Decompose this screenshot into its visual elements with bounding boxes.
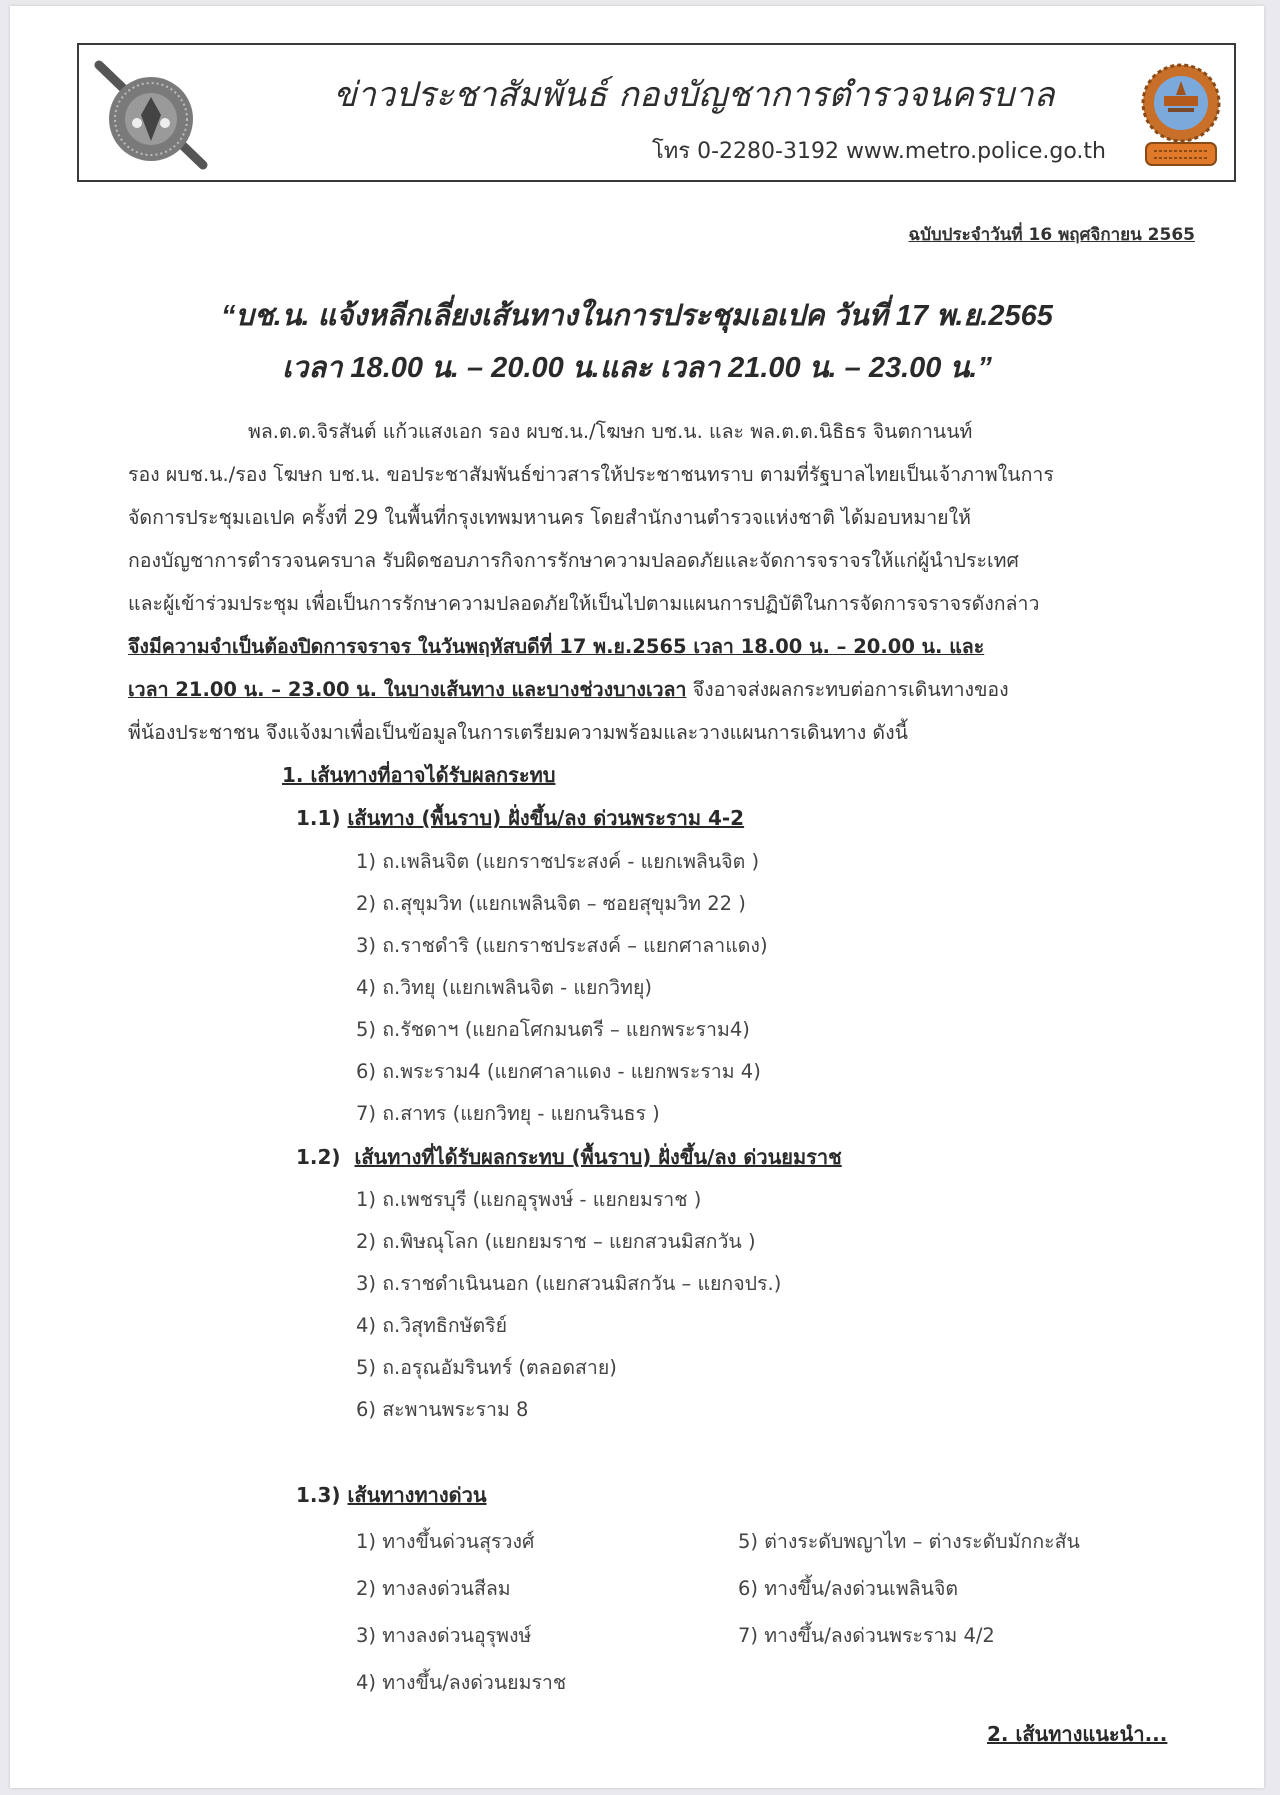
route-item: 4) ถ.วิทยุ (แยกเพลินจิต - แยกวิทยุ) [356,976,653,999]
expressway-item: 2) ทางลงด่วนสีลม [356,1577,511,1600]
section-1-2-title: 1.2) เส้นทางที่ได้รับผลกระทบ (พื้นราบ) ฝั่งขึ้น/ลง ด่วนยมราช [296,1145,842,1169]
section-1-title: 1. เส้นทางที่อาจได้รับผลกระทบ [282,763,556,787]
section-1-3-title: 1.3) เส้นทางทางด่วน [296,1483,487,1507]
route-item: 2) ถ.สุขุมวิท (แยกเพลินจิต – ซอยสุขุมวิท 22 ) [356,892,746,915]
route-item: 3) ถ.ราชดำริ (แยกราชประสงค์ – แยกศาลาแดง) [356,934,768,957]
expressway-item: 3) ทางลงด่วนอุรุพงษ์ [356,1624,532,1647]
letterhead-title: ข่าวประชาสัมพันธ์ กองบัญชาการตำรวจนครบาล [333,75,1055,115]
press-release-page [10,6,1264,1788]
royal-thai-police-emblem-icon [91,57,211,172]
route-item: 4) ถ.วิสุทธิกษัตริย์ [356,1314,508,1337]
body-line: พี่น้องประชาชน จึงแจ้งมาเพื่อเป็นข้อมูลในการเตรียมความพร้อมและวางแผนการเดินทาง ดังนี้ [128,721,908,744]
route-item: 1) ถ.เพลินจิต (แยกราชประสงค์ - แยกเพลินจิต ) [356,850,760,873]
route-item: 6) ถ.พระราม4 (แยกศาลาแดง - แยกพระราม 4) [356,1060,761,1083]
headline-line-2: เวลา 18.00 น. – 20.00 น.และ เวลา 21.00 น. – 23.00 น.” [282,352,992,384]
expressway-item: 6) ทางขึ้น/ลงด่วนเพลินจิต [738,1577,959,1600]
headline-line-1: “บช.น. แจ้งหลีกเลี่ยงเส้นทางในการประชุมเอเปค วันที่ 17 พ.ย.2565 [221,300,1053,332]
body-line: พล.ต.ต.จิรสันต์ แก้วแสงเอก รอง ผบช.น./โฆษก บช.น. และ พล.ต.ต.นิธิธร จินตกานนท์ [248,420,973,443]
route-item: 2) ถ.พิษณุโลก (แยกยมราช – แยกสวนมิสกวัน ) [356,1230,756,1253]
expressway-item: 7) ทางขึ้น/ลงด่วนพระราม 4/2 [738,1624,995,1647]
letterhead-contact: โทร 0-2280-3192 www.metro.police.go.th [651,139,1106,164]
route-item: 5) ถ.รัชดาฯ (แยกอโศกมนตรี – แยกพระราม4) [356,1018,750,1041]
body-line: กองบัญชาการตำรวจนครบาล รับผิดชอบภารกิจการรักษาความปลอดภัยและจัดการจราจรให้แก่ผู้นำประเทศ [128,549,1019,572]
letterhead [77,43,1236,182]
expressway-item: 1) ทางขึ้นด่วนสุรวงศ์ [356,1530,535,1553]
body-emphasis-line: จึงมีความจำเป็นต้องปิดการจราจร ในวันพฤหัสบดีที่ 17 พ.ย.2565 เวลา 18.00 น. – 20.00 น. และ [128,635,985,658]
body-line: รอง ผบช.น./รอง โฆษก บช.น. ขอประชาสัมพันธ์ข่าวสารให้ประชาชนทราบ ตามที่รัฐบาลไทยเป็นเจ้าภาพในการ [128,463,1054,486]
body-line: และผู้เข้าร่วมประชุม เพื่อเป็นการรักษาความปลอดภัยให้เป็นไปตามแผนการปฏิบัติในการจัดการจราจรดังกล่าว [128,592,1040,615]
continuation-note: 2. เส้นทางแนะนำ... [987,1722,1168,1746]
route-item: 5) ถ.อรุณอัมรินทร์ (ตลอดสาย) [356,1356,617,1379]
route-item: 6) สะพานพระราม 8 [356,1398,529,1421]
route-item: 7) ถ.สาทร (แยกวิทยุ - แยกนรินธร ) [356,1102,660,1125]
expressway-item: 5) ต่างระดับพญาไท – ต่างระดับมักกะสัน [738,1530,1080,1553]
body-line-after-emphasis: จึงอาจส่งผลกระทบต่อการเดินทางของ [686,678,1009,701]
section-1-1-title: 1.1) เส้นทาง (พื้นราบ) ฝั่งขึ้น/ลง ด่วนพระราม 4-2 [296,806,745,830]
body-line [128,674,1009,705]
route-item: 3) ถ.ราชดำเนินนอก (แยกสวนมิสกวัน – แยกจปร.) [356,1272,782,1295]
expressway-item: 4) ทางขึ้น/ลงด่วนยมราช [356,1671,567,1694]
route-item: 1) ถ.เพชรบุรี (แยกอุรุพงษ์ - แยกยมราช ) [356,1188,702,1211]
metropolitan-police-emblem-icon [1140,59,1222,169]
issue-date: ฉบับประจำวันที่ 16 พฤศจิกายน 2565 [908,225,1195,245]
body-line: จัดการประชุมเอเปค ครั้งที่ 29 ในพื้นที่กรุงเทพมหานคร โดยสำนักงานตำรวจแห่งชาติ ได้มอบหมายให้ [128,506,971,529]
body-emphasis-tail: เวลา 21.00 น. – 23.00 น. ในบางเส้นทาง และบางช่วงบางเวลา [128,678,687,701]
